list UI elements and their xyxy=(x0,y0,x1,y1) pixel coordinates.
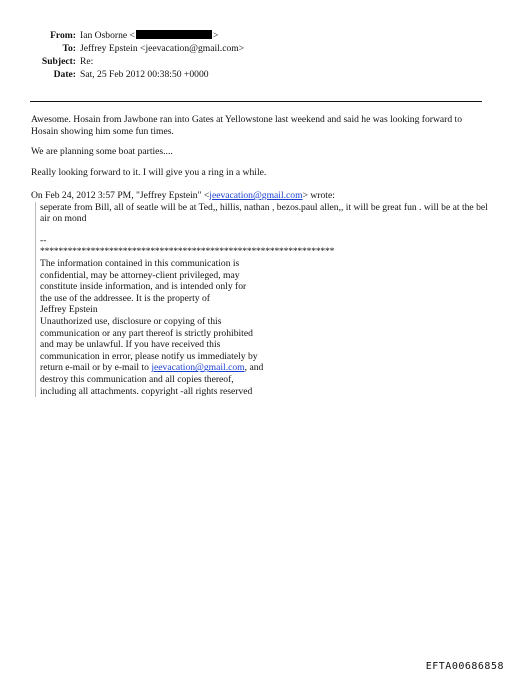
disclaimer-line: communication or any part thereof is strictly prohibited xyxy=(40,327,253,339)
signature-disclaimer xyxy=(40,235,491,397)
disclaimer-line: The information contained in this communication is xyxy=(40,257,240,269)
quote-attribution xyxy=(31,190,491,202)
date-label: Date: xyxy=(53,69,76,80)
from-label: From: xyxy=(50,30,76,41)
disclaimer-line: constitute inside information, and is intended only for xyxy=(40,281,247,293)
disclaimer-line: confidential, may be attorney-client privileged, may xyxy=(40,269,240,281)
quote-attribution-prefix: On Feb 24, 2012 3:57 PM, "Jeffrey Epstein" < xyxy=(31,190,210,201)
disclaimer-line: Jeffrey Epstein xyxy=(40,304,98,316)
subject-label: Subject: xyxy=(41,56,76,67)
quote-attribution-suffix: > wrote: xyxy=(302,190,335,201)
from-value xyxy=(80,30,218,42)
to-value: Jeffrey Epstein <jeevacation@gmail.com> xyxy=(80,43,245,54)
disclaimer-email-prefix: return e-mail or by e-mail to xyxy=(40,362,152,374)
disclaimer-email-suffix: , and xyxy=(244,362,264,374)
redaction-box xyxy=(136,30,212,39)
quote-text: seperate from Bill, all of seatle will be at Ted,, hillis, nathan , bezos.paul allen,, it will be great fun . will be at the bel air on mond xyxy=(40,201,488,225)
disclaimer-line: Unauthorized use, disclosure or copying of this xyxy=(40,315,222,327)
quote-email-link[interactable]: jeevacation@gmail.com xyxy=(209,190,303,201)
disclaimer-line: including all attachments. copyright -all rights reserved xyxy=(40,385,253,397)
from-name: Ian Osborne < xyxy=(80,30,135,41)
to-label: To: xyxy=(62,43,76,54)
quote-block xyxy=(35,202,491,398)
signature-dash: -- xyxy=(40,234,47,246)
from-suffix: > xyxy=(212,30,219,41)
quoted-message xyxy=(31,190,491,397)
signature-stars: **************************************************************** xyxy=(40,246,335,258)
disclaimer-email-link[interactable]: jeevacation@gmail.com xyxy=(151,362,245,374)
header-divider xyxy=(30,101,482,102)
disclaimer-line: destroy this communication and all copies thereof, xyxy=(40,373,234,385)
bates-number: EFTA00686858 xyxy=(425,661,504,672)
body-paragraph-1: Awesome. Hosain from Jawbone ran into Gates at Yellowstone last weekend and said he was looking forward to Hosain showing him some fun times. xyxy=(31,114,463,137)
email-body xyxy=(31,114,487,187)
body-paragraph-2: We are planning some boat parties.... xyxy=(31,146,173,158)
disclaimer-line: communication in error, please notify us immediately by xyxy=(40,350,258,362)
subject-value: Re: xyxy=(80,56,94,67)
disclaimer-email-line xyxy=(40,362,491,374)
disclaimer-line: and may be unlawful. If you have received this xyxy=(40,339,221,351)
body-paragraph-3: Really looking forward to it. I will give you a ring in a while. xyxy=(31,166,267,178)
date-value: Sat, 25 Feb 2012 00:38:50 +0000 xyxy=(80,69,209,80)
disclaimer-line: the use of the addressee. It is the property of xyxy=(40,292,210,304)
